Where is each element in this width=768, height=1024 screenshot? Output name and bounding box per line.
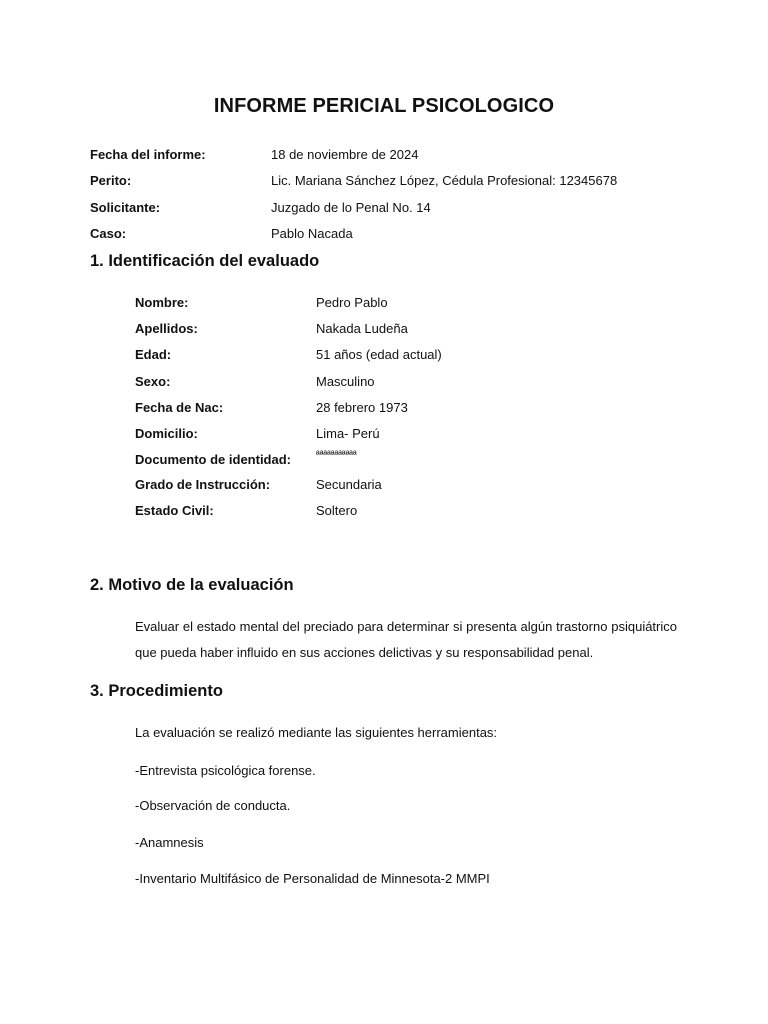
id-field-documento <box>135 452 695 472</box>
field-label: Documento de identidad: <box>135 452 291 467</box>
section-heading-procedimiento: 3. Procedimiento <box>90 682 223 700</box>
header-field-caso <box>90 226 710 246</box>
field-value: Masculino <box>316 374 375 389</box>
field-value: 28 febrero 1973 <box>316 400 408 415</box>
id-field-estado-civil <box>135 503 695 523</box>
procedimiento-item: -Observación de conducta. <box>135 798 291 813</box>
field-label: Apellidos: <box>135 321 198 336</box>
field-label: Solicitante: <box>90 200 161 215</box>
field-label: Domicilio: <box>135 426 198 441</box>
field-value: Lima- Perú <box>316 426 380 441</box>
field-label: Nombre: <box>135 295 189 310</box>
id-field-grado <box>135 477 695 497</box>
procedimiento-item: -Inventario Multifásico de Personalidad de Minnesota-2 MMPI <box>135 871 490 886</box>
id-field-edad <box>135 347 695 367</box>
field-label: Edad: <box>135 347 172 362</box>
procedimiento-item: -Entrevista psicológica forense. <box>135 763 316 778</box>
field-value: 18 de noviembre de 2024 <box>271 147 419 162</box>
id-field-nombre <box>135 295 695 315</box>
field-label: Fecha de Nac: <box>135 400 224 415</box>
field-value: Pablo Nacada <box>271 226 353 241</box>
field-value: 51 años (edad actual) <box>316 347 442 362</box>
field-label: Sexo: <box>135 374 171 389</box>
field-value: Lic. Mariana Sánchez López, Cédula Profesional: 12345678 <box>271 173 618 188</box>
field-label: Estado Civil: <box>135 503 214 518</box>
id-field-sexo <box>135 374 695 394</box>
field-value: Soltero <box>316 503 358 518</box>
field-value: Pedro Pablo <box>316 295 388 310</box>
id-field-apellidos <box>135 321 695 341</box>
procedimiento-item: -Anamnesis <box>135 835 204 850</box>
id-field-domicilio <box>135 426 695 446</box>
field-label: Perito: <box>90 173 132 188</box>
header-field-fecha <box>90 147 710 167</box>
section-heading-motivo: 2. Motivo de la evaluación <box>90 576 294 594</box>
field-label: Caso: <box>90 226 127 241</box>
id-field-fecha-nac <box>135 400 695 420</box>
motivo-paragraph: Evaluar el estado mental del preciado para determinar si presenta algún trastorno psiquiátrico que pueda haber influido en sus acciones delictivas y su responsabilidad penal. <box>135 619 677 660</box>
field-label: Fecha del informe: <box>90 147 206 162</box>
header-field-perito <box>90 173 710 193</box>
field-value: Secundaria <box>316 477 382 492</box>
section-heading-identificacion: 1. Identificación del evaluado <box>90 252 320 270</box>
field-label: Grado de Instrucción: <box>135 477 271 492</box>
procedimiento-intro: La evaluación se realizó mediante las siguientes herramientas: <box>135 725 498 740</box>
field-value: ªªªªªªªªªªª <box>316 450 357 461</box>
header-field-solicitante <box>90 200 710 220</box>
field-value: Juzgado de lo Penal No. 14 <box>271 200 431 215</box>
field-value: Nakada Ludeña <box>316 321 408 336</box>
document-title: INFORME PERICIAL PSICOLOGICO <box>213 95 555 117</box>
